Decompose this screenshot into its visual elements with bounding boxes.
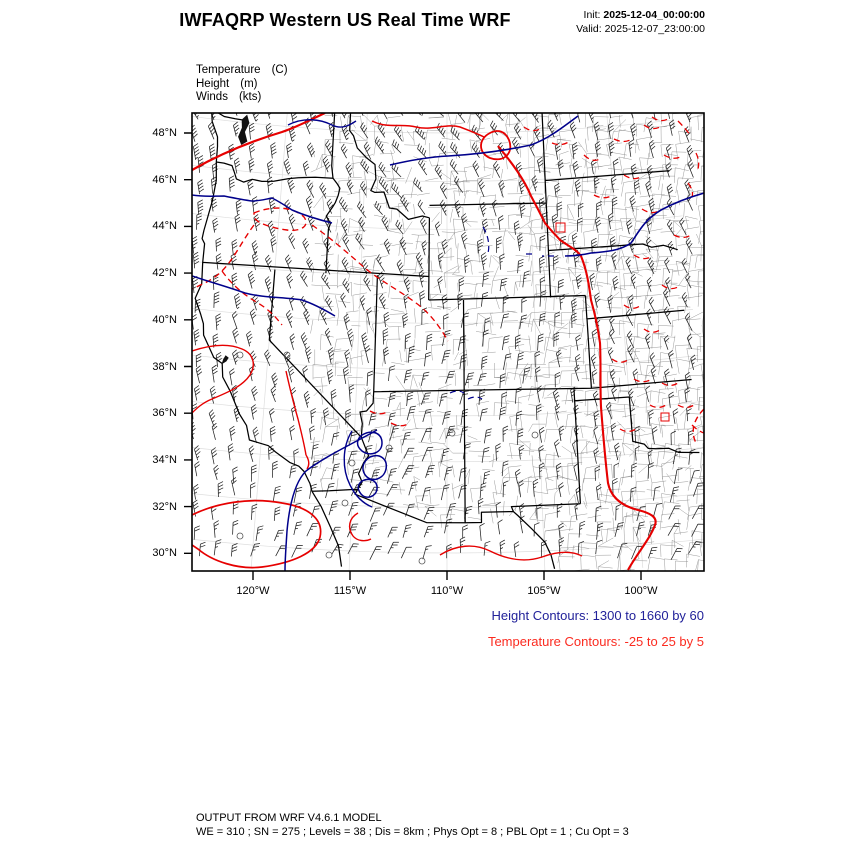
height-contour-line bbox=[358, 432, 383, 454]
lat-axis-label: 30°N bbox=[152, 547, 177, 560]
lat-axis-label: 34°N bbox=[152, 453, 177, 466]
station-circle-marker bbox=[237, 352, 243, 358]
station-circle-marker bbox=[532, 432, 538, 438]
height-contour-line bbox=[450, 391, 482, 399]
temperature-contour-line bbox=[556, 223, 669, 421]
footer-line-2: WE = 310 ; SN = 275 ; Levels = 38 ; Dis = 8km ; Phys Opt = 8 ; PBL Opt = 1 ; Cu Opt = 3 bbox=[196, 825, 629, 838]
lat-axis-label: 38°N bbox=[152, 360, 177, 373]
page-title: IWFAQRP Western US Real Time WRF bbox=[179, 10, 511, 30]
lat-axis-label: 36°N bbox=[152, 407, 177, 420]
height-contour-note: Height Contours: 1300 to 1660 by 60 bbox=[491, 608, 704, 623]
model-info-footer bbox=[196, 812, 629, 839]
county-lines bbox=[306, 105, 716, 587]
valid-time bbox=[420, 23, 705, 37]
temperature-contour-note: Temperature Contours: -25 to 25 by 5 bbox=[487, 634, 704, 649]
lon-axis-label: 115°W bbox=[333, 585, 367, 597]
lat-axis-label: 46°N bbox=[152, 173, 177, 186]
field-legend bbox=[196, 64, 288, 105]
height-contour-line bbox=[358, 479, 377, 497]
lat-axis-label: 42°N bbox=[152, 267, 177, 280]
run-info bbox=[420, 9, 705, 36]
station-circle-marker bbox=[326, 552, 332, 558]
lon-axis-label: 110°W bbox=[430, 585, 464, 597]
init-time bbox=[420, 9, 705, 23]
legend-row-temperature: Temperature (C) bbox=[196, 64, 288, 76]
footer-line-1: OUTPUT FROM WRF V4.6.1 MODEL bbox=[196, 812, 382, 824]
station-circle-marker bbox=[419, 558, 425, 564]
valid-value: 2025-12-07_23:00:00 bbox=[604, 22, 705, 35]
legend-row-winds: Winds (kts) bbox=[196, 91, 262, 103]
lat-axis-label: 32°N bbox=[152, 500, 177, 513]
station-circle-marker bbox=[349, 460, 355, 466]
wrf-map-canvas bbox=[180, 101, 716, 587]
valid-label: Valid: bbox=[576, 22, 602, 35]
sf-bay bbox=[222, 356, 228, 364]
station-circle-marker bbox=[449, 430, 455, 436]
init-value: 2025-12-04_00:00:00 bbox=[603, 9, 705, 21]
temperature-contour-line bbox=[286, 371, 309, 469]
contour-notes bbox=[304, 608, 704, 649]
lat-axis-label: 48°N bbox=[152, 127, 177, 139]
map-content bbox=[180, 101, 716, 587]
lon-axis-label: 100°W bbox=[624, 585, 658, 597]
legend-row-height: Height (m) bbox=[196, 77, 258, 90]
lon-axis-label: 105°W bbox=[527, 585, 561, 597]
lat-axis-label: 44°N bbox=[152, 220, 177, 233]
lon-axis-label: 120°W bbox=[236, 585, 270, 597]
lat-axis-label: 40°N bbox=[152, 313, 177, 326]
temperature-contour-line bbox=[372, 121, 484, 137]
temperature-contour-line bbox=[192, 345, 253, 413]
station-circle-marker bbox=[237, 533, 243, 539]
init-label: Init: bbox=[583, 9, 601, 21]
temperature-contour-line bbox=[254, 208, 306, 230]
